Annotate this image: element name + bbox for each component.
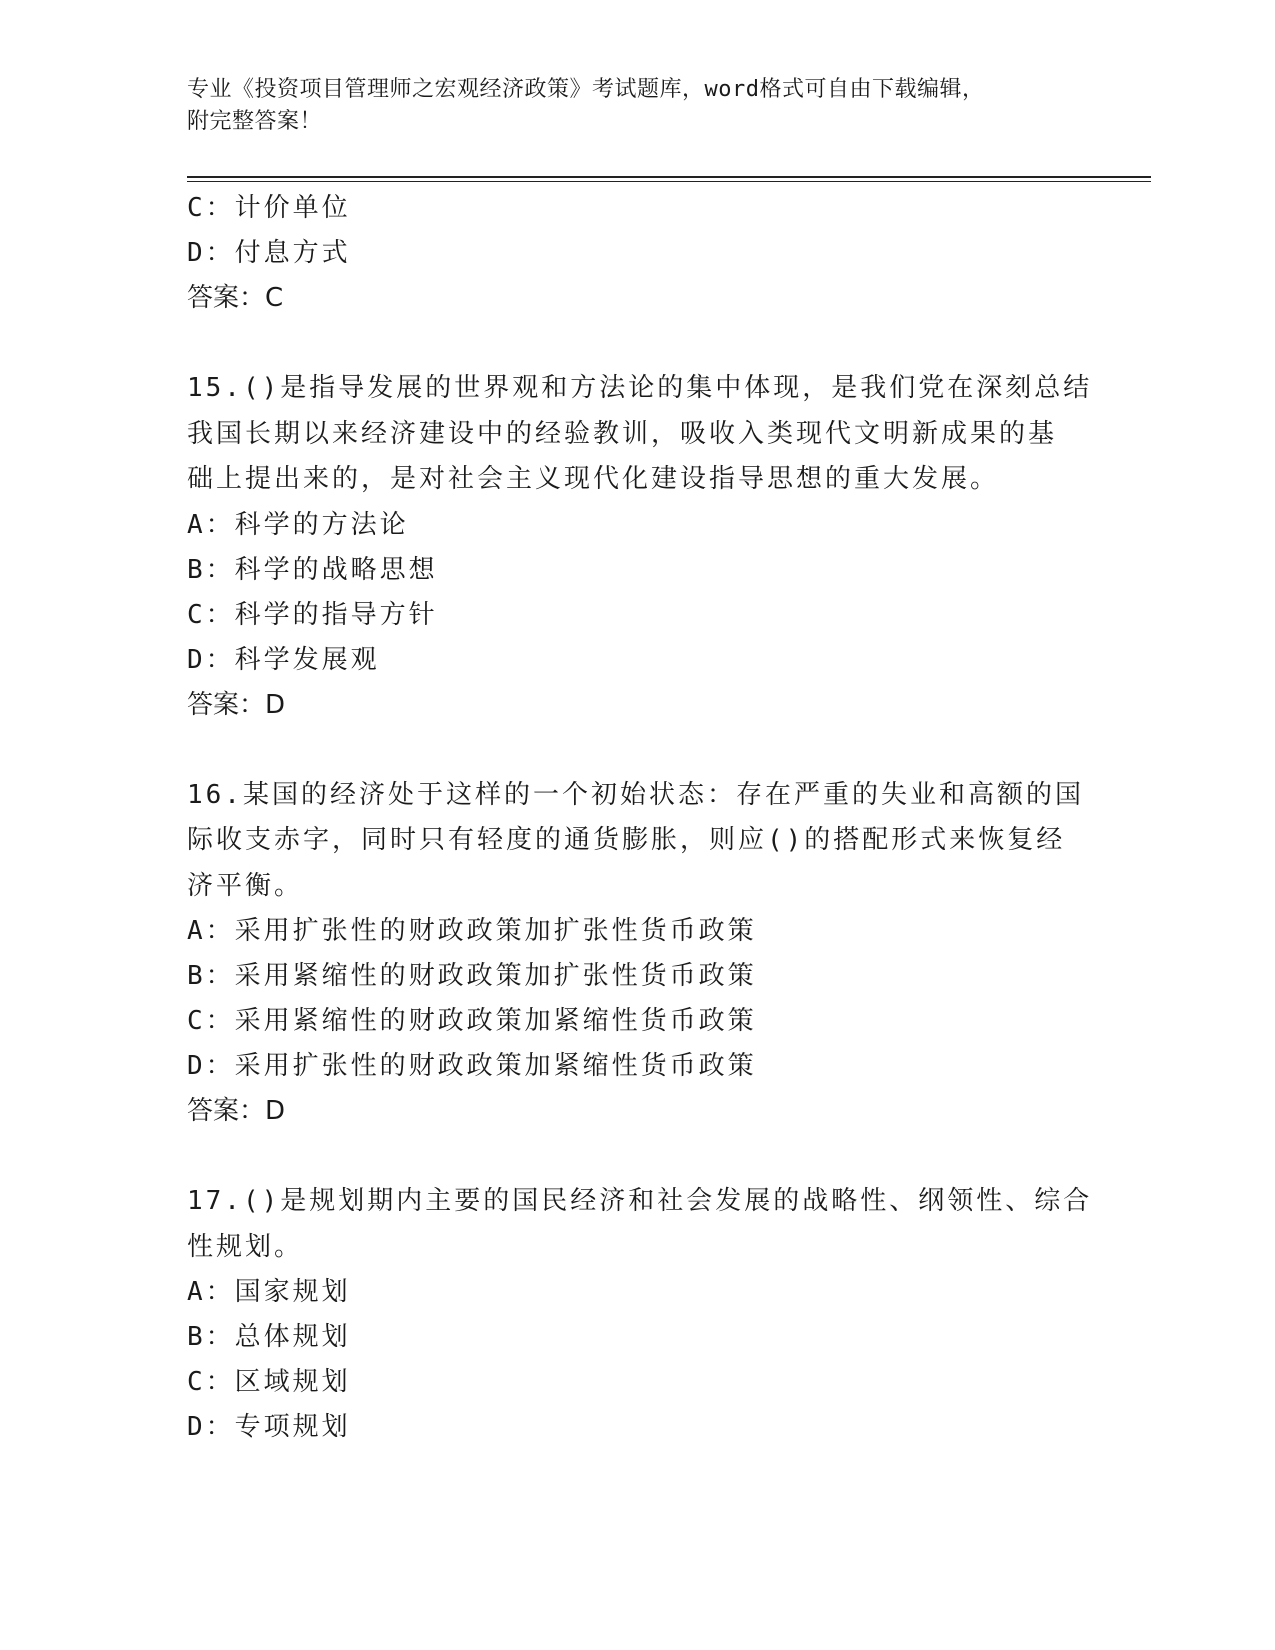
question-stem-line: 础上提出来的，是对社会主义现代化建设指导思想的重大发展。 xyxy=(187,464,1000,494)
option-c: C：采用紧缩性的财政政策加紧缩性货币政策 xyxy=(187,1006,757,1036)
question-17 xyxy=(187,1179,1107,1450)
question-content xyxy=(187,186,1107,1450)
option-b: B：总体规划 xyxy=(187,1322,351,1352)
option-d: D：采用扩张性的财政政策加紧缩性货币政策 xyxy=(187,1051,757,1081)
option-b: B：科学的战略思想 xyxy=(187,554,438,585)
option-c: C：计价单位 xyxy=(187,193,351,223)
option-d: D：专项规划 xyxy=(187,1412,351,1442)
option-d: D：付息方式 xyxy=(187,238,351,268)
question-stem-line: 17.()是规划期内主要的国民经济和社会发展的战略性、纲领性、综合 xyxy=(187,1186,1093,1216)
question-stem-line: 际收支赤字，同时只有轻度的通货膨胀，则应()的搭配形式来恢复经 xyxy=(187,825,1066,855)
option-b: B：采用紧缩性的财政政策加扩张性货币政策 xyxy=(187,961,757,991)
option-a: A：国家规划 xyxy=(187,1277,351,1307)
question-stem-line: 我国长期以来经济建设中的经验教训，吸收入类现代文明新成果的基 xyxy=(187,418,1058,449)
option-d: D：科学发展观 xyxy=(187,644,380,675)
header-line-1: 专业《投资项目管理师之宏观经济政策》考试题库，word格式可自由下载编辑， xyxy=(187,77,985,102)
answer-line: 答案：C xyxy=(187,283,284,313)
option-a: A：科学的方法论 xyxy=(187,509,409,540)
spacer xyxy=(187,728,1107,773)
option-c: C：区域规划 xyxy=(187,1367,351,1397)
question-stem-line: 15.()是指导发展的世界观和方法论的集中体现，是我们党在深刻总结 xyxy=(187,373,1093,403)
document-header xyxy=(187,74,1087,138)
answer-line: 答案：D xyxy=(187,689,286,720)
question-15 xyxy=(187,366,1107,728)
spacer xyxy=(187,1134,1107,1179)
option-a: A：采用扩张性的财政政策加扩张性货币政策 xyxy=(187,916,757,946)
question-stem-line: 16.某国的经济处于这样的一个初始状态：存在严重的失业和高额的国 xyxy=(187,779,1084,810)
header-divider-thick xyxy=(187,176,1151,178)
question-stem-line: 性规划。 xyxy=(187,1231,304,1262)
header-divider-thin xyxy=(187,181,1151,182)
question-stem-line: 济平衡。 xyxy=(187,870,304,901)
option-c: C：科学的指导方针 xyxy=(187,599,438,630)
spacer xyxy=(187,321,1107,366)
question-16 xyxy=(187,773,1107,1135)
answer-line: 答案：D xyxy=(187,1096,286,1126)
header-line-2: 附完整答案！ xyxy=(187,109,323,134)
